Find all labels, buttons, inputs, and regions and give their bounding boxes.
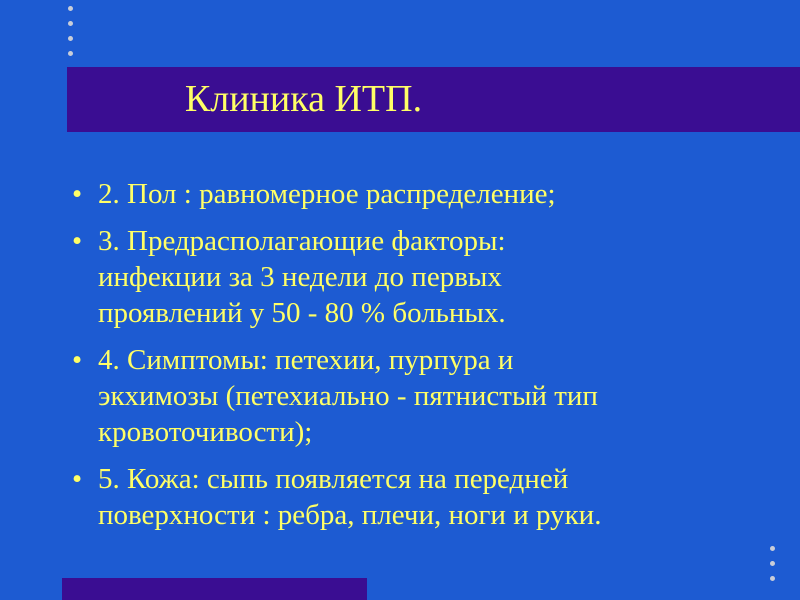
dot — [68, 51, 73, 56]
bottom-band — [62, 578, 367, 600]
decorative-dots-top — [68, 6, 78, 66]
bullet-item — [72, 342, 752, 450]
dot — [770, 561, 775, 566]
dot — [770, 546, 775, 551]
bullet-line: 5. Кожа: сыпь появляется на передней — [98, 463, 569, 495]
bullet-marker: • — [72, 178, 83, 210]
dot — [68, 21, 73, 26]
bullet-line: 3. Предрасполагающие факторы: — [98, 225, 506, 257]
bullet-line: экхимозы (петехиально - пятнистый тип — [98, 380, 598, 412]
bullet-item — [72, 461, 752, 533]
bullet-marker: • — [72, 344, 83, 376]
bullet-marker: • — [72, 463, 83, 495]
bullet-line: 4. Симптомы: петехии, пурпура и — [98, 344, 514, 376]
bullet-line: проявлений у 50 - 80 % больных. — [98, 297, 506, 329]
slide-title: Клиника ИТП. — [184, 78, 423, 120]
bullet-line: инфекции за 3 недели до первых — [98, 261, 502, 293]
title-band — [67, 67, 800, 132]
dot — [68, 6, 73, 11]
dot — [770, 576, 775, 581]
bullet-item — [72, 223, 752, 331]
bullet-line: поверхности : ребра, плечи, ноги и руки. — [98, 499, 602, 531]
bullet-marker: • — [72, 225, 83, 257]
bullet-line: кровоточивости); — [98, 416, 313, 448]
bullet-line: 2. Пол : равномерное распределение; — [98, 178, 556, 210]
dot — [68, 36, 73, 41]
decorative-dots-bottom — [770, 546, 780, 591]
bullet-item — [72, 176, 752, 212]
bullet-list — [72, 176, 752, 544]
